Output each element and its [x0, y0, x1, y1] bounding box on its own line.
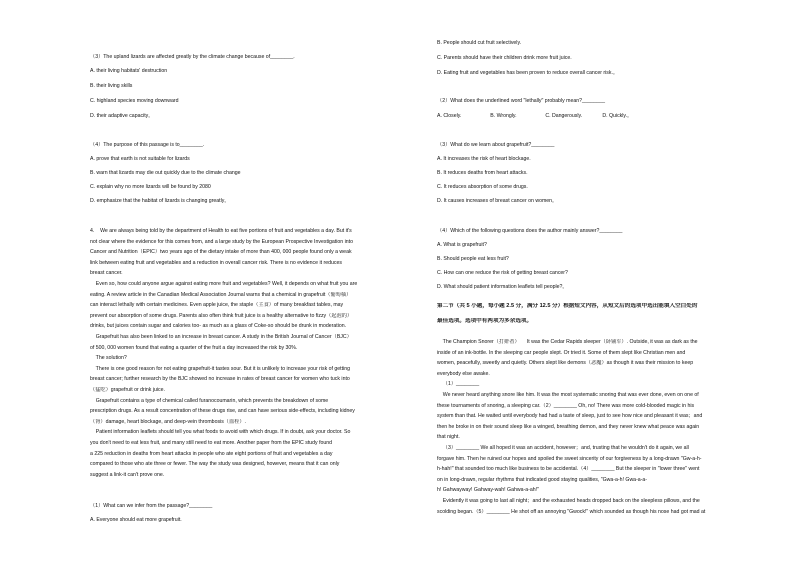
passage-4-line: （肾）damage, heart blockage, and deep-vein thrombosis（血栓）.: [90, 418, 246, 425]
passage-4-line: not clear where the evidence for this comes from, and a large study by the European Prospective Investigation into: [90, 238, 353, 245]
q3-option-a: A. their living habitats' destruction: [90, 68, 168, 74]
passage-4-line: you don't need to eat less fruit, and many still need to eat more. Another paper from the EPIC study found: [90, 440, 333, 446]
section-2-heading: 第二节（共 5 小题，每小题 2.5 分，满分 12.5 分）根据短文内容，从短文后的选项中选出能填入空白处的: [437, 303, 698, 309]
q4-stem: （4）The purpose of this passage is to________.: [90, 142, 205, 148]
passage-4-line: eating. A review article in the Canadian Medical Association Journal warns that a chemical in grapefruit（葡萄柚）: [90, 291, 352, 298]
passage-5-line: The Champion Snorer（打鼾者） It was the Cedar Rapids sleeper（卧铺车）. Outside, it was as dark as the: [437, 339, 698, 345]
q4-option-b: B. warn that lizards may die out quickly due to the climate change: [90, 170, 241, 176]
passage-5-line: （3）________ We all hoped it was an accident, however；and, trusting that he wouldn't do it again, we all: [437, 445, 689, 451]
q4r-option-a: A. What is grapefruit?: [437, 242, 487, 248]
passage-4-line: There is one good reason for not eating grapefruit-it tastes sour. But it is unlikely to increase your risk of getting: [90, 365, 350, 372]
q4r-stem: （4）Which of the following questions does the author mainly answer?________: [437, 228, 623, 234]
passage-4-line: compared to those who ate three or fewer. The way the study was designed, however, means that it can only: [90, 461, 340, 468]
q3-option-d: D. their adaptive capacity。: [90, 113, 154, 119]
q1-option-a: A. Everyone should eat more grapefruit.: [90, 517, 182, 523]
passage-4-line: a 225 reduction in deaths from heart attacks in people who ate eight portions of fruit and vegetables a day: [90, 450, 333, 457]
passage-4-line: The solution?: [90, 355, 127, 362]
passage-5-line: then he broke in on their sound sleep like a winged, breathing demon, and they never knew what peace was again: [437, 423, 700, 430]
passage-4-line: breast cancer; further research by the BJC showed no increase in rates of breast cancer for women who tuck into: [90, 376, 350, 383]
passage-4-line: Even so, how could anyone argue against eating more fruit and vegetables? Well, it depends on what fruit you are: [90, 281, 358, 287]
q1-option-c: C. Parents should have their children drink more fruit juice.: [437, 55, 572, 61]
passage-5-line: （1）________: [437, 381, 480, 388]
q3r-stem: （3）What do we learn about grapefruit?________: [437, 142, 555, 148]
q3r-option-c: C. It reduces absorption of some drugs.: [437, 184, 528, 190]
passage-4-line: prevent our absorption of some drugs. Parents also often think fruit juice is a healthy alternative to fizzy（起泡的）: [90, 312, 353, 319]
q4r-option-c: C. How can one reduce the risk of getting breast cancer?: [437, 270, 568, 276]
passage-5-line: on in long-drawn, regular rhythms that indicated good staying qualities, "Gwa-a-h! Gwa-a-a-: [437, 476, 648, 483]
q3r-option-d: D. It causes increases of breast cancer on women。: [437, 198, 558, 204]
q4-option-d: D. emphasize that the habitat of lizards is changing greatly。: [90, 198, 230, 204]
passage-4-line: drinks, but juices contain sugar and calories too- as much as a glass of Coke-so should be drunk in moderation.: [90, 323, 347, 330]
q3-stem: （3）The upland lizards are affected greatly by the climate change because of________.: [90, 54, 295, 60]
q3r-option-a: A. It increases the risk of heart blockage.: [437, 156, 531, 162]
passage-5-line: women, peacefully, sweetly and quietly. Others slept like demons（恶魔）as though it was their mission to keep: [437, 360, 694, 367]
q3r-option-b: B. It reduces deaths from heart attacks.: [437, 170, 528, 176]
q4r-option-b: B. Should people eat less fruit?: [437, 256, 509, 262]
passage-4-line: 4. We are always being told by the department of Health to eat five portions of fruit and vegetables a day. But it's: [90, 228, 352, 234]
q4-option-c: C. explain why no more lizards will be found by 2080: [90, 184, 211, 190]
passage-4-line: suggest a link-it can't prove one.: [90, 471, 165, 478]
passage-4-line: Grapefruit contains a type of chemical called furanocoumarin, which prevents the breakdown of some: [90, 397, 329, 404]
q1-option-d: D. Eating fruit and vegetables has been proven to reduce overall cancer risk.。: [437, 70, 619, 76]
passage-5-line: these tournaments of snoring, a sleeping car.（2）________ Oh, no! There was more cold-blooded magic in his: [437, 402, 695, 409]
passage-4-line: link between eating fruit and vegetables and a reduction in overall cancer risk. There is no evidence it reduces: [90, 259, 342, 266]
q3-option-b: B. their living skills: [90, 83, 133, 89]
passage-5-line: everybody else awake.: [437, 370, 490, 377]
q4r-option-d: D. What should patient information leaflets tell people?。: [437, 284, 568, 290]
passage-5-line: scolding began.（5）________ He shot off an annoying "Gwock!" which sounded as though his nose had got mad at: [437, 508, 706, 515]
passage-5-line: h-hah!" that sounded too much like business to be accidental.（4）________ But the sleeper in "lower three" went: [437, 466, 700, 473]
passage-4-line: can interact lethally with certain medicines. Even apple juice, the staple（主食）of many breakfast tables, may: [90, 302, 344, 309]
passage-4-line: Grapefruit has also been linked to an increase in breast cancer. A study in the British Journal of Cancer（BJC）: [90, 334, 352, 340]
passage-4-line: Patient information leaflets should tell you what foods to avoid with which drugs. If in doubt, ask your doctor. So: [90, 429, 351, 436]
section-2-heading-line2: 最佳选项。选项中有两项为多余选项。: [437, 318, 533, 324]
q3-option-c: C. highland species moving downward: [90, 98, 179, 104]
passage-5-line: that night.: [437, 434, 460, 441]
passage-4-line: breast cancer.: [90, 270, 123, 277]
passage-5-line: h! Gahwayway! Gahway-wah! Gahwa-a-ah!": [437, 487, 539, 494]
passage-4-line: Cancer and Nutrition（EPIC）two years ago of the dietary intake of more than 400, 000 people found only a weak: [90, 249, 352, 256]
q2-options: A. Closely. B. Wrongly. C. Dangerously. D. Quickly.。: [437, 113, 633, 119]
q2-stem: （2）What does the underlined word "lethally" probably mean?________: [437, 98, 606, 104]
passage-5-line: inside of an ink-bottle. In the sleeping car people slept. Or tried it. Some of them slept like Christian men and: [437, 349, 686, 356]
passage-4-line: （猛吃）grapefruit or drink juice.: [90, 387, 165, 393]
passage-5-line: Evidently it was going to last all night；and the exhausted heads dropped back on the sleepless pillows, and the: [437, 498, 700, 504]
passage-4-line: of 500, 000 women found that eating a quarter of the fruit a day increased the risk by 30%.: [90, 344, 298, 351]
passage-5-line: system than that. He waited until everybody had had a taste of sleep, just to see how nice and pleasant it was；and: [437, 413, 703, 420]
passage-4-line: prescription drugs. As a result concentration of these drugs rise, and can have serious side-effects, including kidney: [90, 408, 355, 415]
passage-5-line: We never heard anything snore like him. It was the most systematic snoring that was ever done, even on one of: [437, 392, 699, 398]
q1-option-b: B. People should cut fruit selectively.: [437, 40, 522, 46]
q4-option-a: A. prove that earth is not suitable for lizards: [90, 156, 190, 162]
passage-5-line: forgave him. Then he ruined our hopes and spoiled the sweet sincerity of our forgiveness by a long-drawn "Gw-a-h-: [437, 455, 702, 462]
q1-stem: （1）What can we infer from the passage?________: [90, 503, 213, 509]
